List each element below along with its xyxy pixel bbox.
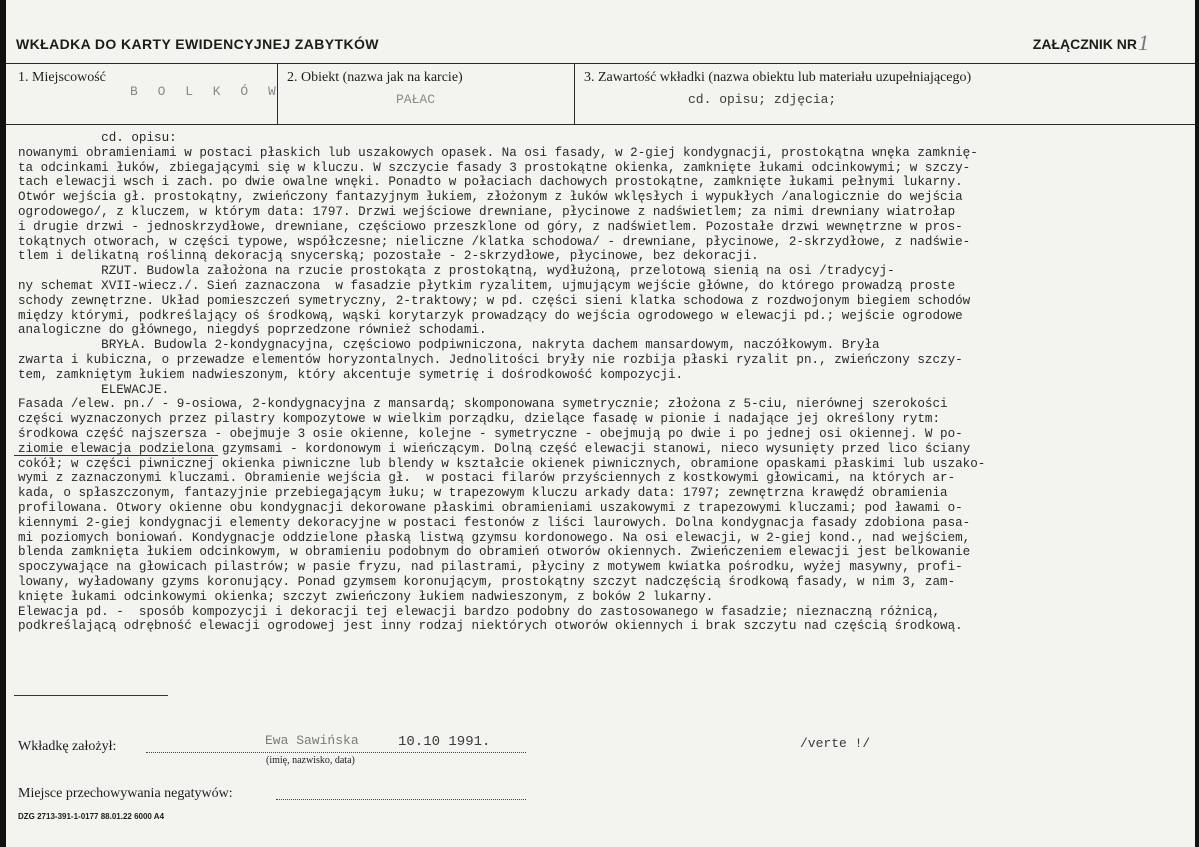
zalozyl-line bbox=[146, 752, 526, 753]
zalozyl-label: Wkładkę założył: bbox=[18, 739, 117, 754]
description-line: tlem i delikatną roślinną dekoracją snycerską; pozostałe - 2-skrzydłowe, płycinowe, bez dekoracji. bbox=[18, 249, 759, 264]
description-line: tokątnych otworach, w części typowe, współczesne; nieliczne /klatka schodowa/ - drewniane, płycinowe, 2-skrzydłowe, z nadświe- bbox=[18, 234, 971, 249]
description-line: nowanymi obramieniami w postaci płaskich lub uszakowych opasek. Na osi fasady, w 2-giej kondygnacji, prostokątna wnęka zamknię- bbox=[18, 145, 978, 160]
description-line: mi poziomych boniowań. Kondygnacje oddzielone płaską listwą gzymsu kordonowego. Na osi elewacji, w 2-giej kond., nad wejściem, bbox=[18, 530, 971, 545]
annex-label: ZAŁĄCZNIK NR bbox=[1032, 36, 1137, 52]
description-line: BRYŁA. Budowla 2-kondygnacyjna, częściowo podpiwniczona, nakryta dachem mansardowym, naczółkowym. Bryła bbox=[18, 338, 880, 353]
description-line: części wyznaczonych przez pilastry kompozytowe w wielkim porządku, dzielące fasadę w pionie i nadające jej określony rytm: bbox=[18, 412, 941, 427]
zalozyl-date: 10.10 1991. bbox=[398, 734, 491, 750]
verte-note: /verte !/ bbox=[800, 736, 871, 751]
description-line: kiennymi 2-giej kondygnacji elementy dekoracyjne w postaci festonów z liści laurowych. Dolna kondygnacja fasady zdobiona pasa- bbox=[18, 515, 971, 530]
description-line: knięte łukami odcinkowymi okienka; szczyt zwieńczony łukiem nadwieszonym, z boków 2 lukarny. bbox=[18, 589, 714, 604]
description-line: zwarta i kubiczna, o przewadze elementów horyzontalnych. Jednolitości bryły nie rozbija płaski ryzalit pn., zwieńczony szczy- bbox=[18, 352, 963, 367]
description-line: profilowana. Otwory okienne obu kondygnacji dekorowane płaskimi obramieniami uszakowymi z trapezowymi kluczami; pod ławami o- bbox=[18, 500, 963, 515]
underline-fasada bbox=[14, 455, 218, 456]
zawartosc-label: 3. Zawartość wkładki (nazwa obiektu lub materiału uzupełniającego) bbox=[584, 70, 972, 85]
description-line: ziomie elewacja podzielona gzymsami - kordonowym i wieńczącym. Dolną część elewacji stanowi, nieco wysunięty przed lico ściany bbox=[18, 441, 971, 456]
description-line: środkowa część najszersza - obejmuje 3 osie okienne, kolejne - symetryczne - obejmują po dwie i po jednej osi okiennej. W po- bbox=[18, 426, 963, 441]
zalozyl-name: Ewa Sawińska bbox=[265, 733, 359, 748]
description-line: ny schemat XVII-wiecz./. Sień zaznaczona w fasadzie płytkim ryzalitem, ujmującym wejście główne, do którego prowadzą proste bbox=[18, 278, 956, 293]
typed-description bbox=[18, 131, 1178, 634]
description-line: schody zewnętrzne. Układ pomieszczeń symetryczny, 2-traktowy; w pd. części sieni klatka schodowa z rozdwojonym biegiem schodów bbox=[18, 293, 971, 308]
description-line: ta odcinkami łuków, zbiegającymi się w kluczu. W szczycie fasady 3 prostokątne okienka, zamknięte łukami odcinkowymi; w szczy- bbox=[18, 160, 971, 175]
zawartosc-value: cd. opisu; zdjęcia; bbox=[688, 92, 837, 107]
description-line: ogrodowego/, z kluczem, w którym data: 1797. Drzwi wejściowe drewniane, płycinowe z nadświetlem; za nimi drewniany wiatrołap bbox=[18, 204, 956, 219]
negatywy-line bbox=[276, 799, 526, 800]
zalozyl-sub-label: (imię, nazwisko, data) bbox=[266, 755, 355, 766]
description-line: kada, o spłaszczonym, fantazyjnie przebiegającym łuku; w trapezowym kluczu arkady data: 1797; zewnętrzna krawędź obramienia bbox=[18, 486, 948, 501]
description-line: Elewacja pd. - sposób kompozycji i dekoracji tej elewacji bardzo podobny do zastosowanego w fasadzie; nieznaczną różnicą, bbox=[18, 604, 941, 619]
description-line: Fasada /elew. pn./ - 9-osiowa, 2-kondygnacyjna z mansardą; skomponowana symetrycznie; złożona z 5-ciu, nierównej szerokości bbox=[18, 397, 948, 412]
description-line: między którymi, podkreślający oś środkową, wąski korytarzyk prowadzący do wejścia ogrodowego w elewacji pd.; wejście ogrodowe bbox=[18, 308, 963, 323]
description-line: i drugie drzwi - jednoskrzydłowe, drewniane, częściowo przeszklone od góry, z nadświetlem. Pozostałe drzwi wewnętrzne w pros- bbox=[18, 219, 963, 234]
description-line: spoczywające na głowicach pilastrów; w pasie fryzu, nad pilastrami, płyciny z motywem kwiatka pośrodku, wyżej masywny, profi- bbox=[18, 560, 963, 575]
miejscowosc-label: 1. Miejscowość bbox=[18, 70, 106, 85]
description-line: blenda zamknięta łukiem odcinkowym, w obramieniu podobnym do obramień otworów okiennych. Zwieńczeniem elewacji jest belkowanie bbox=[18, 545, 971, 560]
description-line: wymi z zaznaczonymi kluczami. Obramienie wejścia gł. w postaci filarów przyściennych z kostkowymi głowicami, na których ar- bbox=[18, 471, 956, 486]
negatywy-label: Miejsce przechowywania negatywów: bbox=[18, 786, 233, 801]
description-line: Otwór wejścia gł. prostokątny, zwieńczony fantazyjnym łukiem, złożonym z łuków wklęsłych i wypukłych /analogicznie do wejścia bbox=[18, 190, 963, 205]
annex-number: 1 bbox=[1138, 30, 1149, 55]
card-title: WKŁADKA DO KARTY EWIDENCYJNEJ ZABYTKÓW bbox=[16, 36, 379, 52]
description-line: podkreślającą odrębność elewacji ogrodowej jest inny rodzaj niektórych otworów okiennych i brak szczytu nad częścią środkową. bbox=[18, 619, 963, 634]
fields-rule bbox=[6, 124, 1195, 125]
header-rule bbox=[6, 63, 1195, 64]
miejscowosc-value: B O L K Ó W bbox=[130, 84, 282, 99]
description-line: tem, zamkniętym łukiem nadwieszonym, który akcentuje symetrię i dośrodkowość kompozycji. bbox=[18, 367, 684, 382]
print-code: DZG 2713-391-1-0177 88.01.22 6000 A4 bbox=[18, 812, 165, 821]
obiekt-label: 2. Obiekt (nazwa jak na karcie) bbox=[287, 70, 463, 85]
field-divider-2 bbox=[574, 64, 575, 124]
underline-elewacja-pd bbox=[14, 695, 168, 696]
obiekt-value: PAŁAC bbox=[396, 92, 436, 107]
description-line: lowany, wyładowany gzyms koronujący. Ponad gzymsem koronującym, prostokątny szczyt nadczęścią środkową fasady, w nim 3, zam- bbox=[18, 574, 956, 589]
description-line: ELEWACJE. bbox=[18, 382, 170, 397]
description-line: RZUT. Budowla założona na rzucie prostokąta z prostokątną, wydłużoną, przelotową sienią na osi /tradycyj- bbox=[18, 264, 895, 279]
description-line: cd. opisu: bbox=[18, 131, 177, 145]
description-line: tach elewacji wsch i zach. po dwie owalne wnęki. Ponadto w połaciach dachowych prostokątne, zamknięte łukami pełnymi lukarny. bbox=[18, 175, 963, 190]
description-line: analogiczne do głównego, niegdyś poprzedzone również schodami. bbox=[18, 323, 487, 338]
description-line: cokół; w części piwnicznej okienka piwniczne lub blendy w kształcie okienek piwnicznych, obramione opaskami płaskimi lub uszako- bbox=[18, 456, 986, 471]
